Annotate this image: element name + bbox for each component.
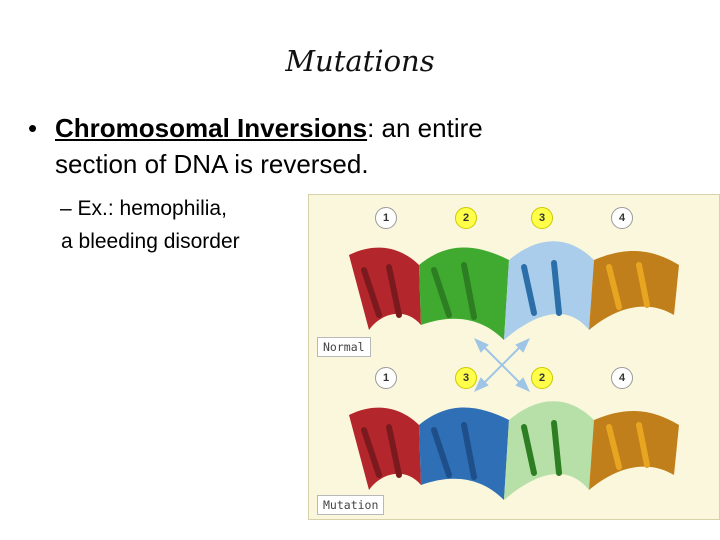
example-line-1: – Ex.: hemophilia,	[60, 197, 227, 220]
term-colon: :	[367, 113, 375, 143]
mutation-segment-badge-3: 3	[455, 367, 477, 389]
normal-segment-badge-4: 4	[611, 207, 633, 229]
example-line-2: a bleeding disorder	[61, 230, 240, 253]
inversion-figure	[308, 194, 720, 520]
normal-segment-badge-2: 2	[455, 207, 477, 229]
inversion-arrows-icon	[476, 340, 528, 390]
term-chromosomal-inversions: Chromosomal Inversions	[55, 113, 368, 143]
mutation-label: Mutation	[317, 495, 384, 515]
mutation-strand-segment-1	[349, 408, 421, 490]
normal-strand-segment-1	[349, 248, 421, 330]
normal-segment-badge-3: 3	[531, 207, 553, 229]
normal-segment-badge-1: 1	[375, 207, 397, 229]
bullet-text	[55, 110, 645, 182]
bullet-symbol: •	[28, 113, 38, 143]
mutation-strand-segment-2	[504, 401, 594, 500]
normal-strand-segment-2	[419, 248, 509, 341]
mutation-segment-badge-2: 2	[531, 367, 553, 389]
definition-line-1: an entire	[374, 113, 483, 143]
normal-strand-segment-4	[589, 251, 679, 330]
mutation-segment-badge-4: 4	[611, 367, 633, 389]
slide-title: Mutations	[285, 44, 435, 78]
definition-line-2: section of DNA is reversed.	[55, 149, 369, 179]
normal-helix	[349, 241, 679, 340]
normal-strand-segment-3	[504, 241, 594, 340]
mutation-segment-badge-1: 1	[375, 367, 397, 389]
mutation-strand-segment-4	[589, 411, 679, 490]
mutation-helix	[349, 401, 679, 500]
dna-diagram	[309, 195, 719, 519]
mutation-strand-segment-3	[419, 408, 509, 501]
normal-label: Normal	[317, 337, 371, 357]
